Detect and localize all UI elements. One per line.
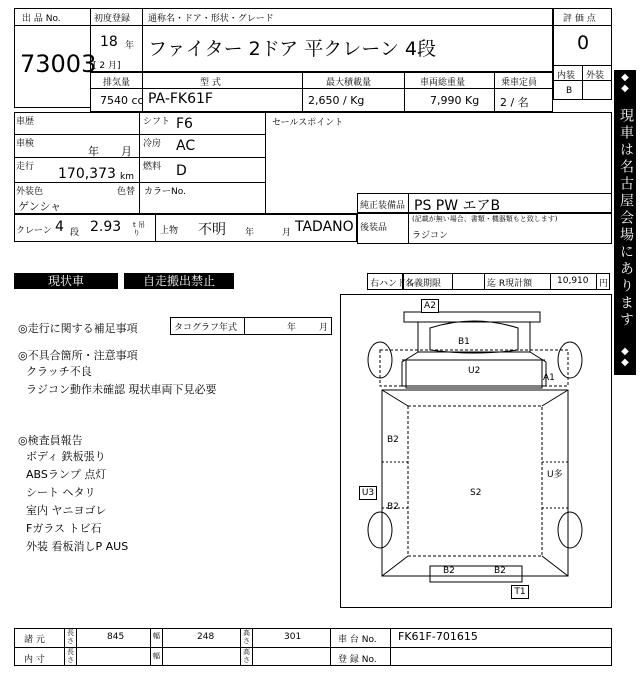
- driving-notes-title: ◎走行に関する補足事項: [18, 322, 138, 335]
- fuel-label: 燃料: [143, 162, 162, 172]
- seats-label: 乗車定員: [501, 78, 538, 88]
- length-label: 長さ: [67, 629, 74, 645]
- chassis-value: FK61F-701615: [398, 630, 478, 643]
- aftermarket-label: 後装品: [360, 223, 388, 233]
- inspector-item: 室内 ヤニヨゴレ: [26, 504, 107, 517]
- mileage-unit: km: [120, 172, 134, 182]
- capacity-label: 最大積載量: [326, 78, 372, 88]
- upper-label: 上物: [160, 226, 179, 236]
- shift-value: F6: [176, 116, 193, 132]
- mark-u3: U3: [359, 486, 377, 500]
- width-value: 248: [197, 632, 215, 642]
- aftermarket-value: ラジコン: [412, 231, 449, 241]
- self-drive-prohibited-badge: 自走搬出禁止: [124, 273, 234, 289]
- crane-capacity: 2.93: [90, 219, 122, 235]
- tacho-label: タコグラフ年式: [174, 323, 238, 333]
- reg-year: 18: [100, 34, 118, 50]
- color-change-label: 色替: [117, 187, 136, 197]
- inspector-item: シート ヘタリ: [26, 486, 96, 499]
- defect-item: クラッチ不良: [26, 365, 92, 378]
- inspector-title: ◎検査員報告: [18, 434, 83, 447]
- odometer-value: 10,910: [557, 276, 589, 286]
- mark-s2: S2: [470, 488, 482, 498]
- inner-height-label: 高さ: [243, 648, 250, 664]
- mark-a2: A2: [421, 299, 439, 313]
- upper-month-unit: 月: [282, 228, 292, 238]
- color-label: 外装色: [16, 187, 44, 197]
- history-label: 車歴: [16, 117, 35, 127]
- color-no-label: カラーNo.: [144, 187, 186, 197]
- lot-label: 出 品 No.: [22, 14, 61, 24]
- spec-label: 諸 元: [24, 635, 45, 645]
- handle-value: 右ハンドル: [370, 279, 416, 289]
- inspector-item: ボディ 鉄板張り: [26, 450, 106, 463]
- mark-b1: B1: [458, 337, 470, 347]
- ac-value: AC: [176, 138, 196, 154]
- length-value: 845: [107, 632, 125, 642]
- interior-grade: B: [566, 86, 573, 96]
- name-label: 通称名・ドア・形状・グレード: [148, 14, 274, 24]
- height-label: 高さ: [243, 629, 250, 645]
- selling-point-label: セールスポイント: [272, 118, 344, 128]
- ac-label: 冷房: [143, 139, 162, 149]
- odometer-unit: 円: [599, 279, 609, 289]
- mileage-label: 走行: [16, 162, 35, 172]
- inspector-item: Fガラス トビ石: [26, 522, 102, 535]
- reg-year-unit: 年: [125, 41, 135, 51]
- reg-no-label: 登 録 No.: [338, 655, 377, 665]
- gvw-value: 7,990 Kg: [430, 94, 480, 107]
- crane-capacity-unit: t 吊り: [133, 221, 145, 237]
- exterior-label: 外装: [586, 71, 605, 81]
- displacement-value: 7540 cc: [100, 94, 144, 107]
- chassis-label: 車 台 No.: [338, 635, 377, 645]
- capacity-value: 2,650 / Kg: [308, 94, 365, 107]
- mark-b2-bottom-right: B2: [494, 566, 506, 576]
- mark-a1: A1: [543, 373, 555, 383]
- crane-maker: TADANO: [295, 219, 354, 235]
- inspection-year: 年: [88, 145, 99, 158]
- aftermarket-note: (記載が無い場合、書類・機器類もと致します): [412, 215, 558, 223]
- crane-label: クレーン: [16, 226, 52, 236]
- truck-diagram: [340, 294, 612, 608]
- crane-stage-unit: 段: [70, 228, 80, 238]
- tacho-month: 月: [319, 323, 329, 333]
- inner-length-label: 長さ: [67, 648, 74, 664]
- mileage-value: 170,373: [58, 166, 116, 182]
- mark-b2-rear-left: B2: [387, 502, 399, 512]
- mark-u2: U2: [468, 366, 481, 376]
- disp-label: 排気量: [103, 78, 131, 88]
- inner-label: 内 寸: [24, 655, 45, 665]
- inspector-item: 外装 看板消しP AUS: [26, 540, 129, 553]
- defects-title: ◎不具合箇所・注意事項: [18, 349, 138, 362]
- mark-t1: T1: [511, 585, 529, 599]
- inspection-label: 車検: [16, 139, 35, 149]
- side-banner-text: 現車は名古屋会場にあります: [618, 107, 634, 329]
- interior-label: 内装: [557, 71, 576, 81]
- score-value: 0: [577, 32, 590, 54]
- fuel-value: D: [176, 163, 187, 179]
- side-banner-diamonds: ◆ ◆: [621, 72, 629, 94]
- tacho-year: 年: [287, 323, 297, 333]
- current-car-badge: 現状車: [14, 273, 118, 289]
- inspector-item: ABSランプ 点灯: [26, 468, 107, 481]
- reg-month: [ 2 月]: [93, 61, 121, 71]
- inspection-month: 月: [121, 145, 132, 158]
- model-value: PA-FK61F: [148, 91, 213, 107]
- upper-value: 不明: [198, 222, 226, 238]
- shift-label: シフト: [143, 117, 171, 127]
- lot-number: 73003: [20, 50, 97, 78]
- defect-item: ラジコン動作未確認 現状車両下見必要: [26, 383, 217, 396]
- first-reg-label: 初度登録: [94, 14, 131, 24]
- score-label: 評 価 点: [563, 14, 596, 24]
- mark-b2-left: B2: [387, 435, 399, 445]
- height-value: 301: [284, 632, 302, 642]
- mark-b2-bottom-left: B2: [443, 566, 455, 576]
- odometer-label: 迄 R現計額: [487, 279, 533, 289]
- mark-u-many: U多: [547, 470, 563, 480]
- width-label: 幅: [153, 632, 160, 640]
- seats-value: 2 / 名: [500, 96, 529, 109]
- model-label: 型 式: [200, 78, 221, 88]
- inner-width-label: 幅: [153, 652, 160, 660]
- color-value: ゲンシャ: [18, 200, 62, 213]
- name-change-label: 名義期限: [405, 279, 442, 289]
- side-banner-diamonds-bottom: ◆ ◆: [621, 346, 629, 368]
- gvw-label: 車両総重量: [420, 78, 466, 88]
- equip-value: PS PW エアB: [414, 198, 501, 214]
- equip-label: 純正装備品: [360, 201, 406, 211]
- upper-year-unit: 年: [245, 228, 255, 238]
- vehicle-name: ファイター 2ドア 平クレーン 4段: [148, 38, 436, 60]
- crane-stages: 4: [55, 219, 64, 235]
